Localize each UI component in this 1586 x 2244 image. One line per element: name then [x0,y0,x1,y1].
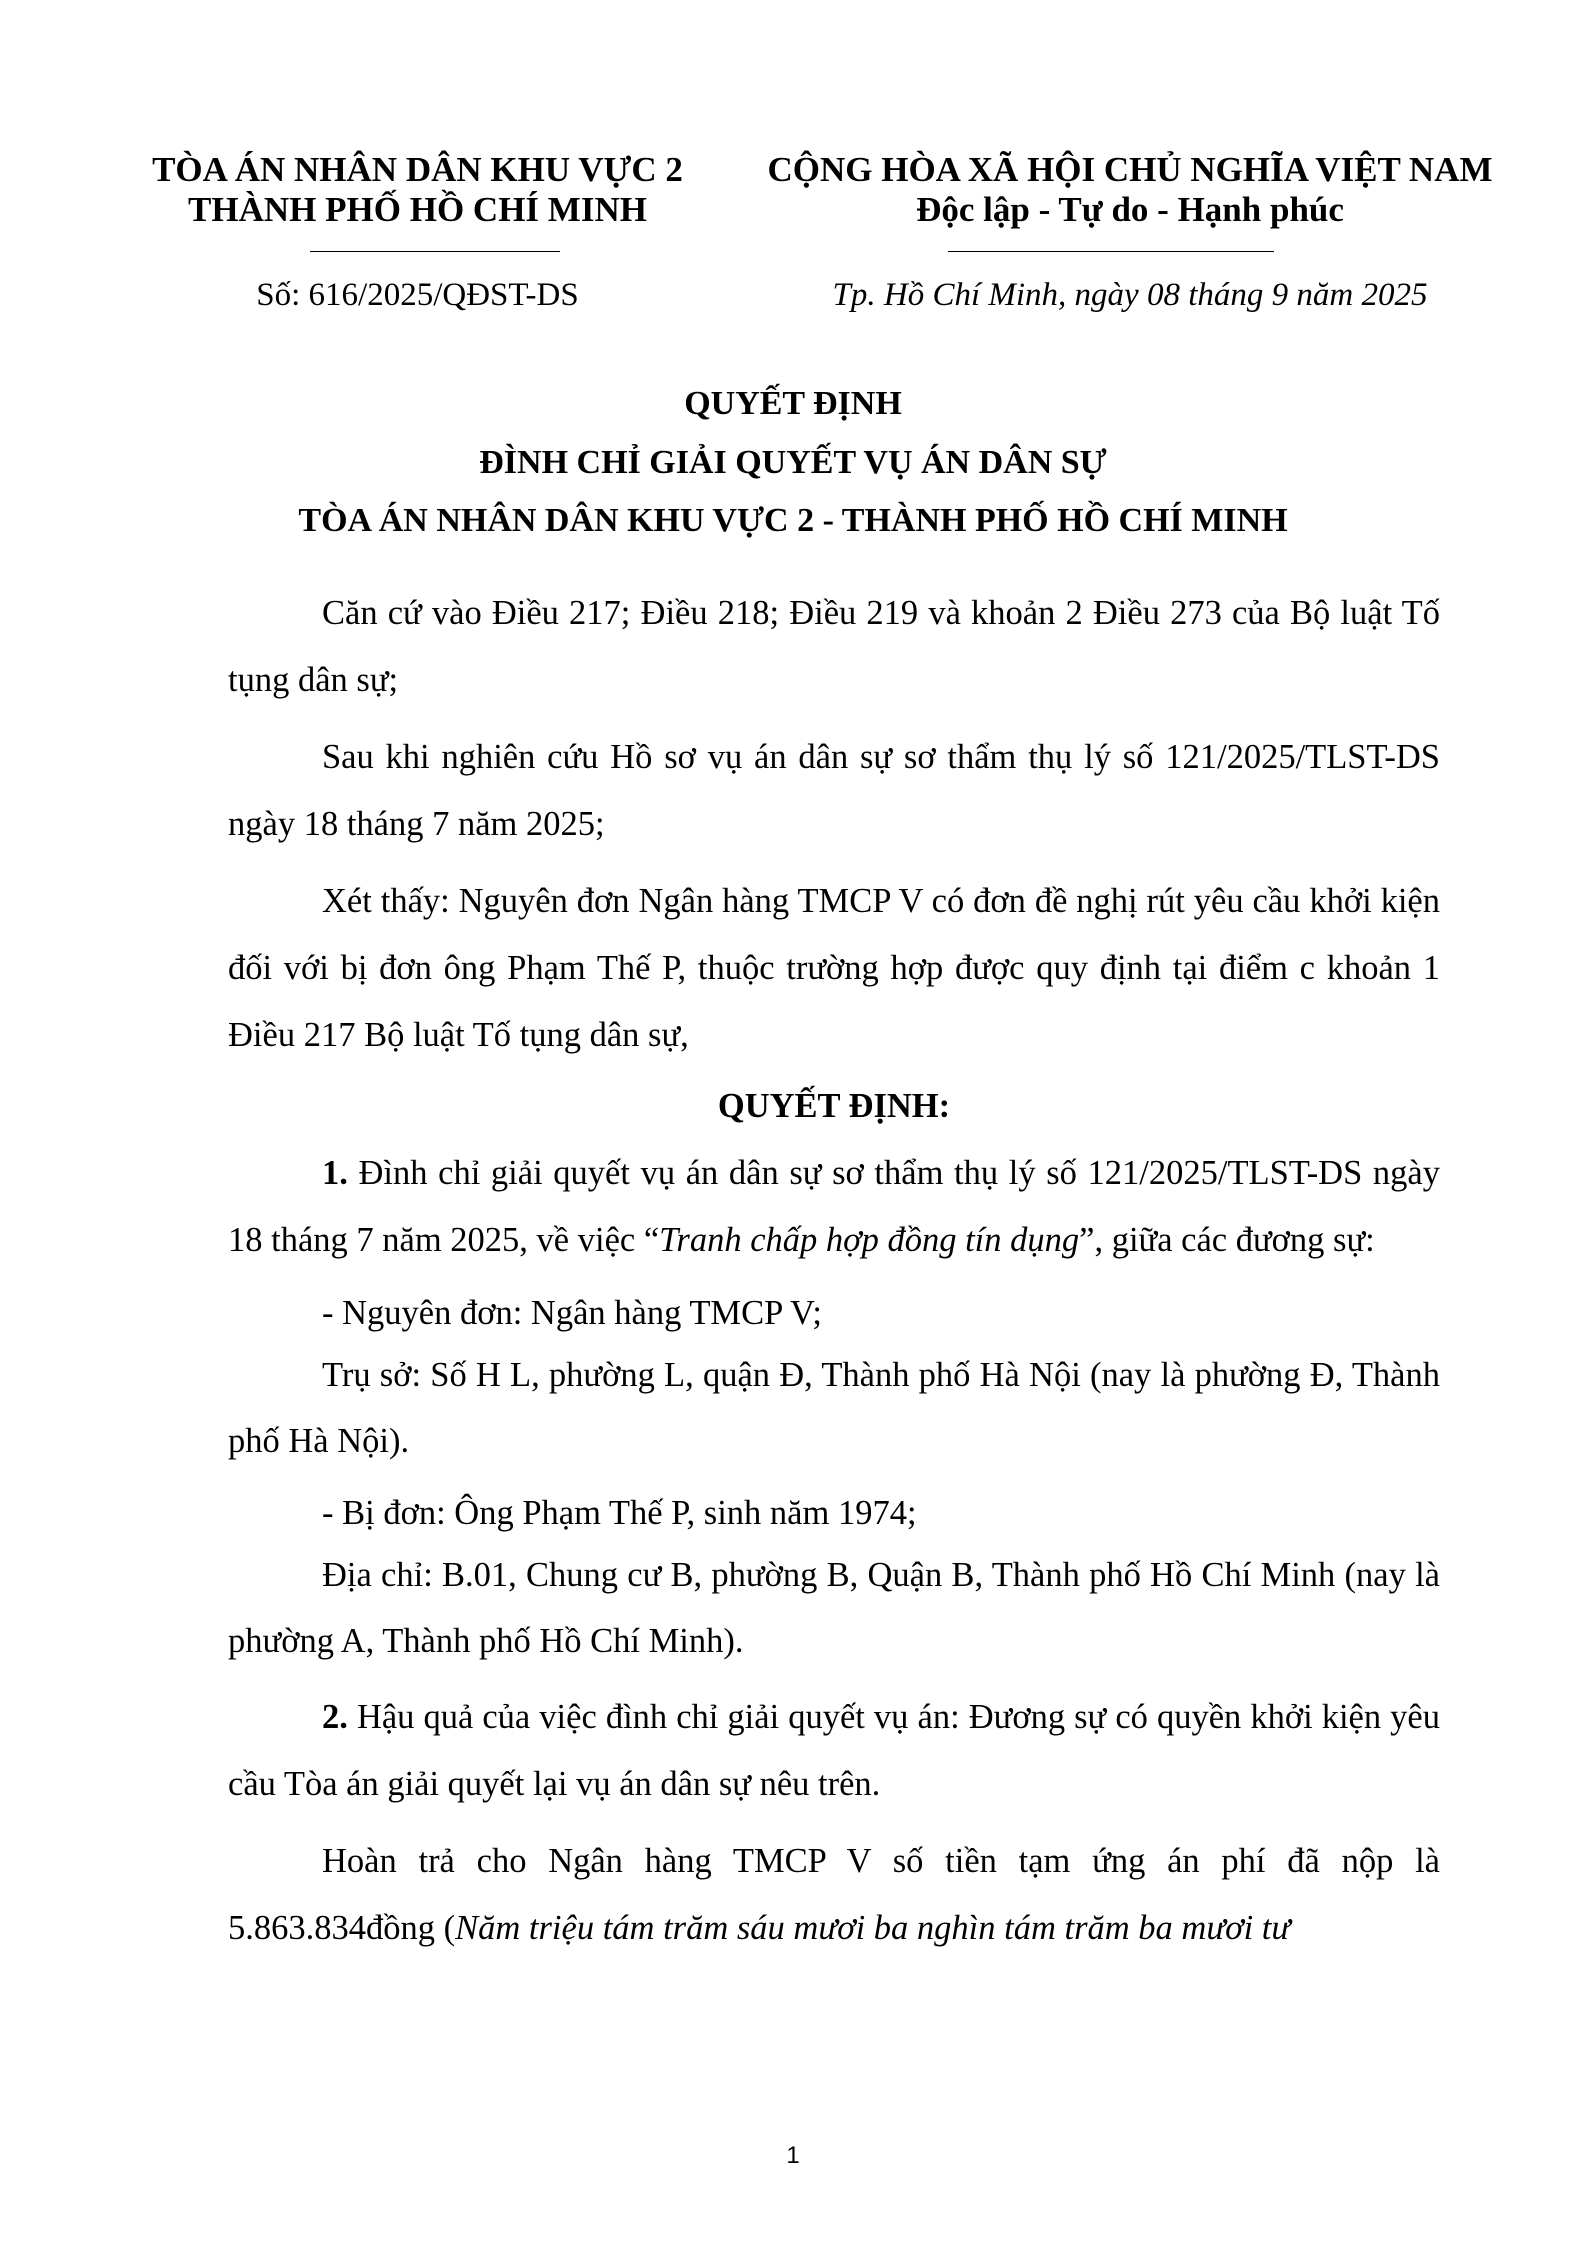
plaintiff-line: - Nguyên đơn: Ngân hàng TMCP V; [322,1294,822,1332]
decision-item-2 [228,1684,1440,1818]
place-and-date: Tp. Hồ Chí Minh, ngày 08 tháng 9 năm 2025 [832,277,1428,313]
item-2-text: Hậu quả của việc đình chỉ giải quyết vụ án: Đương sự có quyền khởi kiện yêu cầu Tòa án giải quyết lại vụ án dân sự nêu trên. [228,1698,1440,1803]
legal-basis-paragraph: Căn cứ vào Điều 217; Điều 218; Điều 219 và khoản 2 Điều 273 của Bộ luật Tố tụng dân sự; [228,594,1440,699]
refund-text: Hoàn trả cho Ngân hàng TMCP V số tiền tạm ứng án phí đã nộp là 5.863.834đồng ( [228,1842,1440,1947]
document-number: Số: 616/2025/QĐST-DS [256,277,579,313]
item-1-text-end: ”, giữa các đương sự: [1079,1221,1375,1259]
right-header-divider [948,251,1274,252]
document-subtitle: ĐÌNH CHỈ GIẢI QUYẾT VỤ ÁN DÂN SỰ [479,444,1107,481]
defendant-address: Địa chỉ: B.01, Chung cư B, phường B, Quận B, Thành phố Hồ Chí Minh (nay là phường A, Thành phố Hồ Chí Minh). [228,1556,1440,1660]
refund-amount-in-words: Năm triệu tám trăm sáu mươi ba nghìn tám trăm ba mươi tư [455,1909,1291,1947]
national-motto: Độc lập - Tự do - Hạnh phúc [916,190,1344,229]
item-1-number: 1. [322,1154,348,1192]
decision-item-1 [228,1140,1440,1274]
document-body [228,580,1440,1962]
dispute-type: Tranh chấp hợp đồng tín dụng [659,1221,1080,1259]
refund-paragraph [228,1828,1440,1962]
document-title: QUYẾT ĐỊNH [684,385,902,422]
left-header-divider [310,251,560,252]
case-review-paragraph: Sau khi nghiên cứu Hồ sơ vụ án dân sự sơ thẩm thụ lý số 121/2025/TLST-DS ngày 18 tháng 7 năm 2025; [228,738,1440,843]
court-name-line2: THÀNH PHỐ HỒ CHÍ MINH [188,190,647,229]
findings-paragraph: Xét thấy: Nguyên đơn Ngân hàng TMCP V có đơn đề nghị rút yêu cầu khởi kiện đối với bị đơn ông Phạm Thế P, thuộc trường hợp được quy định tại điểm c khoản 1 Điều 217 Bộ luật Tố tụng dân sự, [228,882,1440,1054]
country-name: CỘNG HÒA XÃ HỘI CHỦ NGHĨA VIỆT NAM [767,150,1493,189]
issuing-court-title: TÒA ÁN NHÂN DÂN KHU VỰC 2 - THÀNH PHỐ HỒ CHÍ MINH [298,502,1288,539]
page-number: 1 [786,2142,800,2169]
item-2-number: 2. [322,1698,348,1736]
plaintiff-address: Trụ sở: Số H L, phường L, quận Đ, Thành phố Hà Nội (nay là phường Đ, Thành phố Hà Nội). [228,1356,1440,1460]
decision-heading: QUYẾT ĐỊNH: [717,1087,951,1125]
court-name-header [140,150,695,230]
item-1-text: Đình chỉ giải quyết vụ án dân sự sơ thẩm thụ lý số 121/2025/TLST-DS ngày 18 tháng 7 năm 2025, về việc “ [228,1154,1440,1259]
national-motto-header [745,150,1515,230]
court-name-line1: TÒA ÁN NHÂN DÂN KHU VỰC 2 [152,150,683,189]
defendant-line: - Bị đơn: Ông Phạm Thế P, sinh năm 1974; [322,1494,917,1532]
